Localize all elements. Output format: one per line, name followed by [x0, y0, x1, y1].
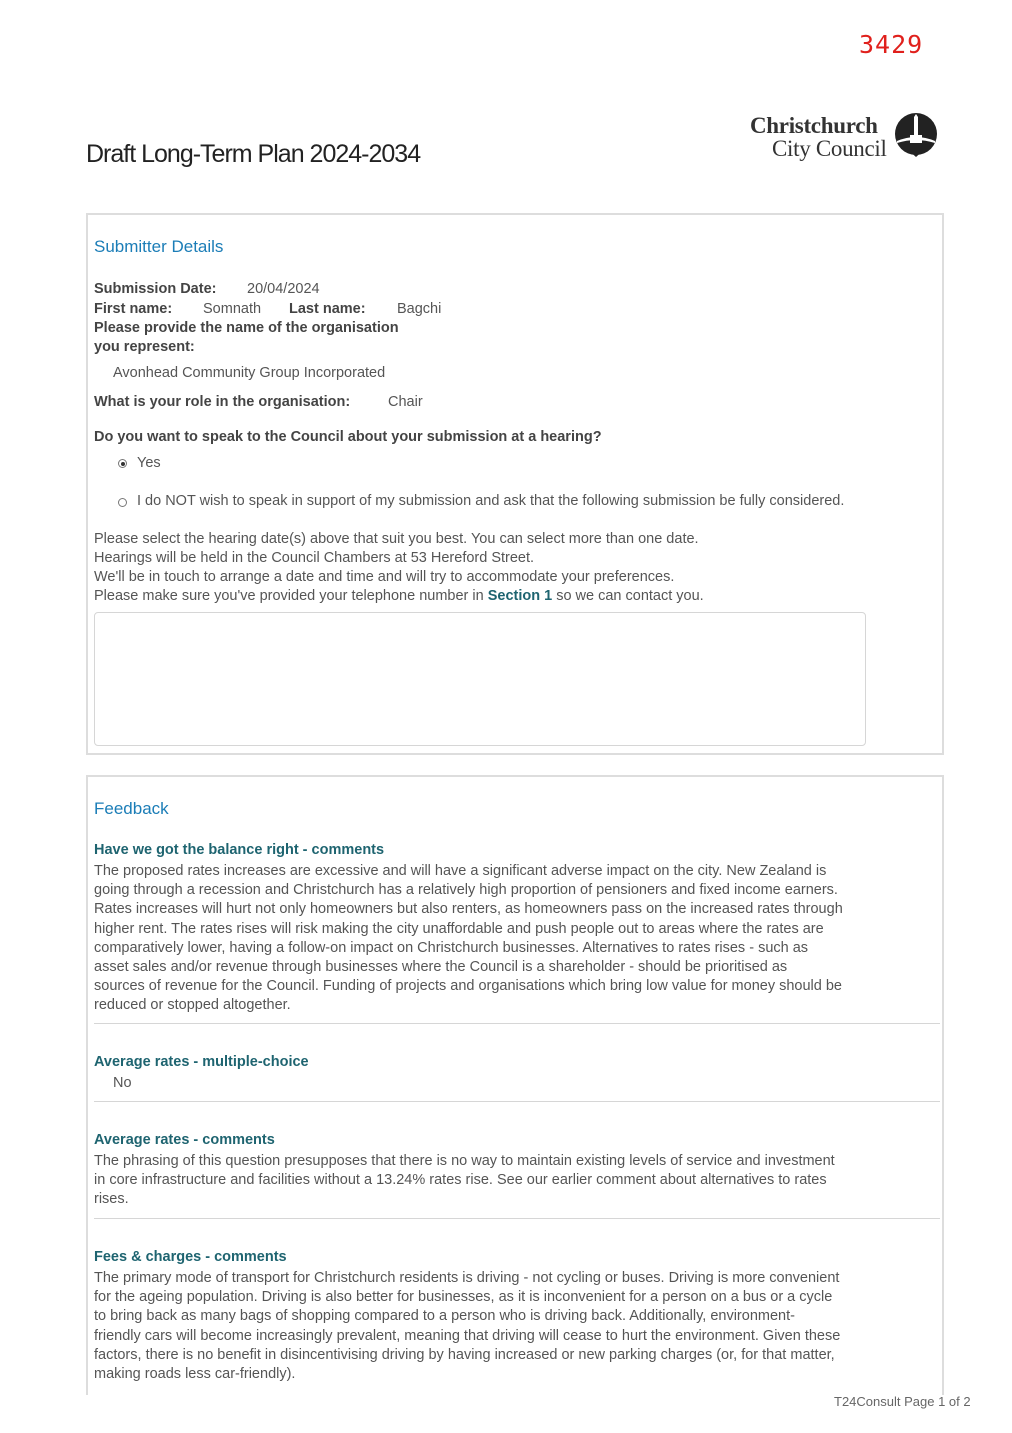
question-average-rates-comments: Average rates - comments — [94, 1132, 275, 1148]
last-name-value: Bagchi — [397, 301, 442, 317]
hearing-notes-box — [94, 612, 866, 746]
answer-line: The primary mode of transport for Christchurch residents is driving - not cycling or buses. Driving is more convenient — [94, 1270, 840, 1286]
question-fees-charges: Fees & charges - comments — [94, 1249, 287, 1265]
answer-line: reduced or stopped altogether. — [94, 997, 291, 1014]
organisation-value: Avonhead Community Group Incorporated — [113, 365, 386, 381]
answer-average-rates-choice: No — [113, 1075, 132, 1091]
answer-line: to bring back as many bags of shopping compared to a person who is driving back. Additionally, environment- — [94, 1308, 795, 1325]
answer-line: sources of revenue for the Council. Funding of projects and organisations which bring low value for money should be — [94, 978, 842, 995]
last-name-label: Last name: — [289, 301, 366, 317]
question-average-rates-choice: Average rates - multiple-choice — [94, 1054, 309, 1070]
option-yes-label: Yes — [137, 455, 161, 471]
answer-line: making roads less car-friendly). — [94, 1366, 296, 1383]
answer-balance — [94, 862, 864, 1016]
hearing-info-line2: Hearings will be held in the Council Chambers at 53 Hereford Street. — [94, 550, 535, 566]
answer-line: The proposed rates increases are excessive and will have a significant adverse impact on the city. New Zealand is — [94, 863, 827, 879]
hearing-info-line1: Please select the hearing date(s) above that suit you best. You can select more than one date. — [94, 531, 699, 547]
divider — [94, 1218, 940, 1219]
page-footer: T24Consult Page 1 of 2 — [834, 1394, 971, 1409]
answer-line: comparatively lower, having a follow-on impact on Christchurch businesses. Alternatives to rates rises - such as — [94, 939, 809, 956]
submission-date-label: Submission Date: — [94, 281, 217, 297]
organisation-question-line1: Please provide the name of the organisation — [94, 320, 399, 336]
answer-line: for the ageing population. Driving is also better for businesses, as it is inconvenient for a person on a bus or a cycle — [94, 1289, 833, 1306]
organisation-question-line2: you represent: — [94, 339, 195, 355]
hearing-question: Do you want to speak to the Council about your submission at a hearing? — [94, 429, 602, 445]
answer-line: asset sales and/or revenue through businesses where the Council is a shareholder - should be prioritised as — [94, 959, 788, 976]
answer-line: factors, there is no benefit in disincentivising driving by having increased or new parking charges (or, for that matter, — [94, 1346, 835, 1363]
option-no-label: I do NOT wish to speak in support of my submission and ask that the following submission be fully considered. — [137, 493, 845, 509]
answer-fees-charges — [94, 1269, 864, 1384]
answer-line: going through a recession and Christchurch has a relatively high proportion of pensioners and fixed income earners. — [94, 882, 838, 899]
logo-line-1: Christchurch — [750, 113, 878, 138]
answer-line: rises. — [94, 1191, 129, 1208]
cathedral-logo-icon — [893, 113, 939, 159]
page-id-stamp: 3429 — [859, 30, 924, 59]
role-value: Chair — [388, 394, 423, 410]
feedback-section-title: Feedback — [94, 799, 169, 818]
council-logo — [748, 113, 943, 161]
hearing-info-line3: We'll be in touch to arrange a date and time and will try to accommodate your preferences. — [94, 569, 675, 585]
answer-line: higher rent. The rates rises will risk making the city unaffordable and push people out to areas where the rates are — [94, 920, 824, 937]
answer-line: The phrasing of this question presupposes that there is no way to maintain existing levels of service and investment — [94, 1153, 835, 1169]
radio-no[interactable] — [118, 498, 127, 507]
first-name-value: Somnath — [203, 301, 262, 317]
hearing-info-line4 — [94, 587, 704, 606]
feedback-panel — [86, 775, 944, 1395]
submitter-section-title: Submitter Details — [94, 237, 224, 256]
submitter-details-panel — [86, 213, 944, 755]
divider — [94, 1023, 940, 1024]
answer-line: friendly cars will become increasingly prevalent, meaning that driving will cease to hurt the environment. Given these — [94, 1327, 841, 1344]
section-1-link: Section 1 — [487, 588, 553, 604]
question-balance: Have we got the balance right - comments — [94, 842, 385, 858]
answer-line: Rates increases will hurt not only homeowners but also renters, as homeowners pass on the increased rates through — [94, 901, 843, 918]
answer-line: in core infrastructure and facilities without a 13.24% rates rise. See our earlier comment about alternatives to rates — [94, 1172, 827, 1189]
document-title: Draft Long-Term Plan 2024-2034 — [86, 140, 421, 168]
hearing-info-line4-pre: Please make sure you've provided your telephone number in — [94, 588, 488, 604]
role-label: What is your role in the organisation: — [94, 394, 351, 410]
answer-average-rates-comments — [94, 1152, 864, 1210]
radio-yes[interactable] — [118, 459, 127, 468]
submission-date-value: 20/04/2024 — [247, 281, 320, 297]
first-name-label: First name: — [94, 301, 173, 317]
hearing-info-line4-post: so we can contact you. — [552, 588, 704, 604]
logo-line-2: City Council — [772, 136, 887, 161]
divider — [94, 1101, 940, 1102]
